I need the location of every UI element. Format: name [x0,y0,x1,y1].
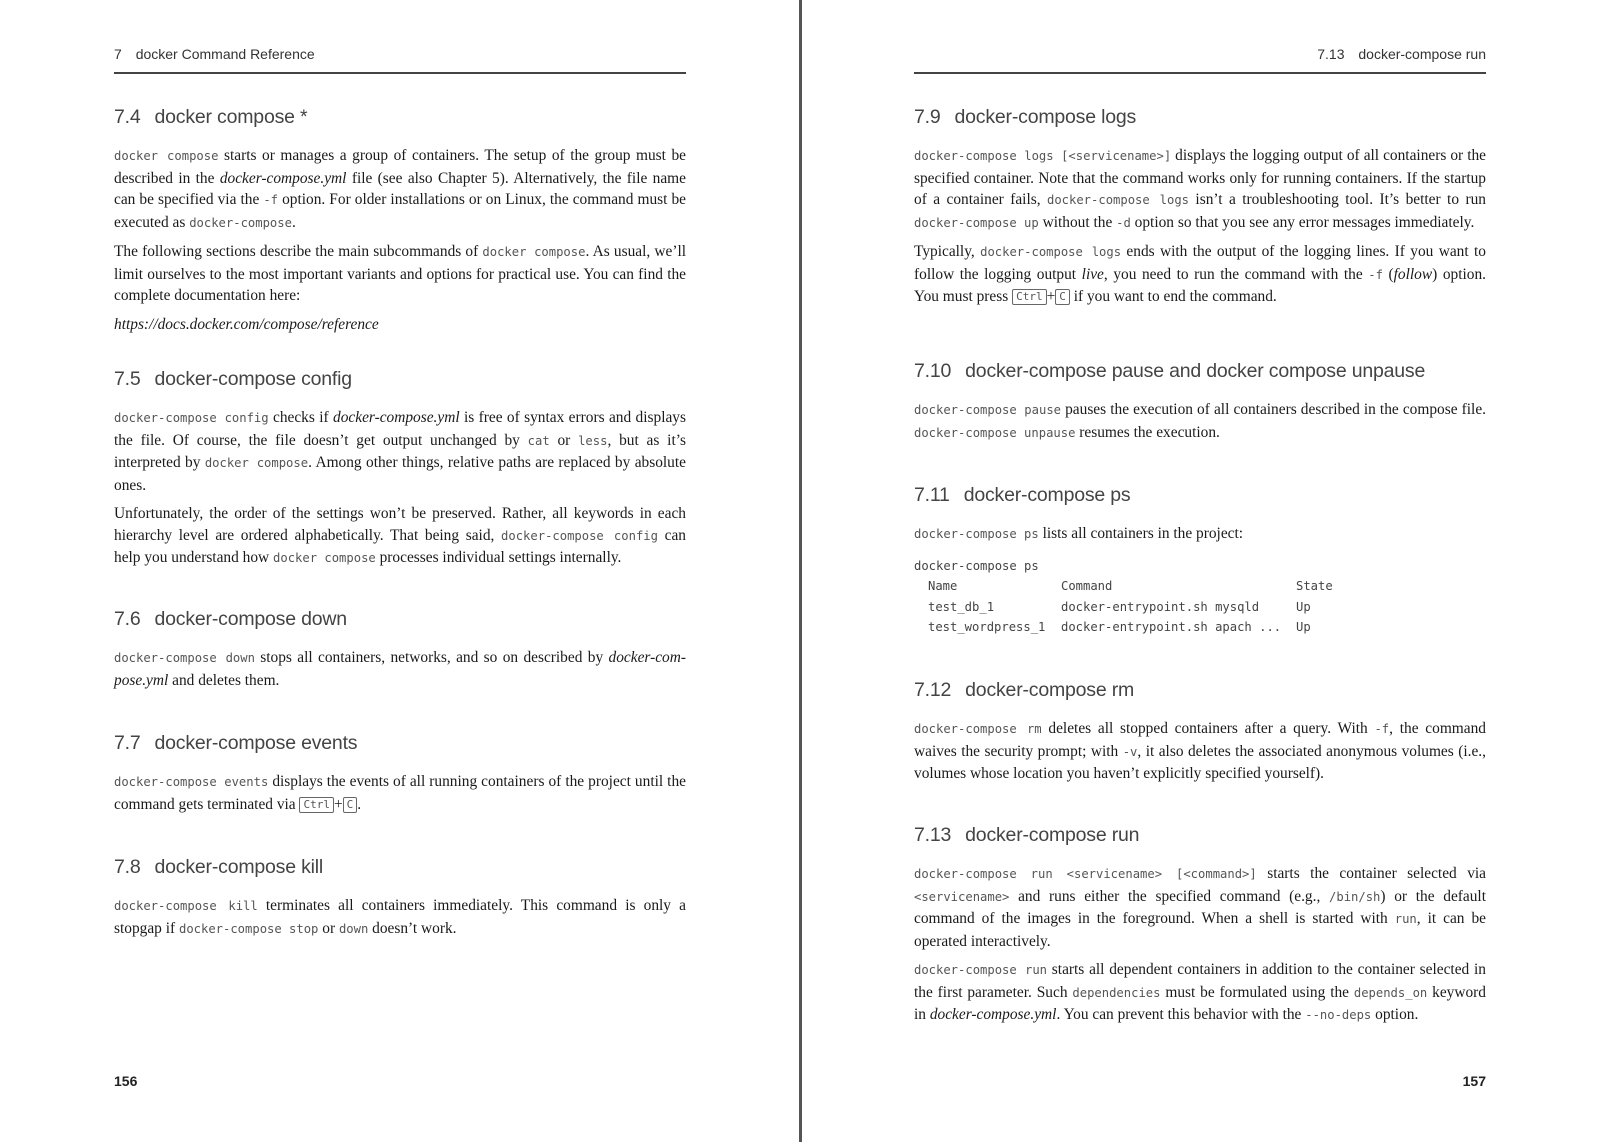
text-span: isn’t a troubleshooting tool. It’s better to run [1189,191,1486,208]
section-7-4 [114,106,686,342]
section-heading [114,368,686,391]
paragraph [114,145,686,234]
text-span: stops all containers, networks, and so on described by [254,649,609,666]
text-span: or [318,919,339,937]
inline-code: docker-compose config [501,528,658,543]
text-span: docker-compose run [965,824,1140,846]
text-span: 7.9 [914,106,941,128]
c-key: C [1055,289,1070,305]
ps-output-table [914,576,1486,638]
paragraph [914,241,1486,308]
section-heading [914,824,1486,847]
text-span: must be formulated using the [1160,983,1354,1001]
text-span: processes individual settings internally. [375,549,622,566]
text-span: + [333,795,343,813]
inline-code: docker-compose rm [914,722,1042,736]
text-span: 7.5 [114,368,141,390]
text-span: ends with the output of the logging lines. If you want to follow the logging output [914,243,1486,283]
emphasis-text: docker-compose.yml [219,169,347,187]
chapter-number: 7 [114,46,122,62]
section-7-13 [914,824,1486,1034]
section-heading [114,608,686,631]
section-heading [114,732,686,755]
text-span: option. [1371,1006,1419,1023]
inline-code: docker-compose logs [980,245,1122,259]
chapter-title: docker Command Reference [135,46,315,62]
text-span: docker-compose pause and docker compose unpause [965,360,1426,382]
table-cell: test_db_1 [928,599,995,614]
paragraph [914,959,1486,1027]
paragraph [114,647,686,691]
inline-code: dependencies [1072,985,1161,1000]
emphasis-text: docker-compose.yml [333,409,460,426]
text-span: displays the events of all running containers of the project until the command gets terminated via [114,773,686,813]
inline-code: docker-compose ps [914,527,1039,541]
paragraph [914,399,1486,444]
running-head-right [914,46,1486,74]
paragraph [914,145,1486,234]
text-span: 7.12 [914,679,952,701]
column-header: Name [928,579,958,593]
text-span: starts the container selected via [1256,865,1486,882]
inline-code: docker-compose pause [914,403,1061,417]
text-span: docker-compose kill [154,856,324,878]
inline-code: docker-compose run [914,963,1048,977]
text-span: . [291,213,296,231]
text-span: displays the logging output of all containers or the specified container. Note that the command works only for running containers. If the startup of a container fails, [914,147,1486,208]
inline-code: docker-compose logs [1047,193,1189,207]
table-cell: Up [1296,599,1311,614]
inline-code: docker compose [482,245,586,259]
documentation-link[interactable]: https://docs.docker.com/compose/reference [114,315,379,333]
paragraph [114,241,686,307]
text-span: 7.7 [114,732,141,754]
inline-code: docker compose [114,149,219,163]
section-7-9 [914,106,1486,315]
table-cell: docker-entrypoint.sh mysqld [1061,599,1260,614]
inline-code: cat [527,433,550,448]
text-span: 7.10 [914,360,952,382]
text-span: 7.13 [914,824,952,846]
section-title: docker-compose run [1358,46,1486,62]
inline-code: docker-compose unpause [914,425,1076,440]
text-span: 7.6 [114,608,141,630]
text-span: lists all containers in the project: [1038,525,1244,542]
inline-code: run [1394,912,1417,926]
text-span: + [1046,288,1056,305]
text-span: Unfortunately, the order of the settings won’t be preserved. Rather, all keywords in each hierarchy level are ordered alphabetically. That being said, [114,505,686,544]
section-heading [114,856,686,879]
section-7-6 [114,608,686,698]
paragraph [114,503,686,570]
inline-code: docker compose [273,551,376,565]
text-span: . You can prevent this behavior with the [1056,1006,1306,1023]
section-7-5 [114,368,686,577]
inline-code: /bin/sh [1329,889,1381,904]
text-span: and runs either the specified command (e.g., [1009,887,1330,905]
inline-code: -v [1122,744,1138,759]
column-header: Command [1061,579,1113,593]
section-heading [914,484,1486,507]
inline-code: docker-compose [189,215,292,230]
ctrl-key: Ctrl [1012,289,1047,305]
inline-code: docker-compose down [114,651,255,665]
text-span: Typically, [914,243,981,260]
inline-code: -f [1374,722,1390,736]
text-span: . [357,795,362,813]
inline-code: depends_on [1353,985,1428,1000]
inline-code: <servicename> [914,889,1010,904]
section-heading [914,106,1486,129]
inline-code: docker-compose logs [<servicename>] [914,149,1172,163]
text-span: starts or manages a group of containers. The setup of the group must be described in the [114,147,687,187]
inline-code: docker compose [204,456,309,470]
text-span: if you want to end the command. [1069,288,1277,305]
section-number: 7.13 [1317,46,1345,62]
inline-code: docker-compose events [114,775,269,789]
text-span: , it also deletes the associated anonymous volumes (i.e., volumes whose location you haven’t explicitly specified yourself). [914,742,1486,782]
text-span: . Among other things, relative paths are replaced by absolute ones. [114,454,686,494]
text-span: 7.8 [114,856,141,878]
text-span: docker compose * [154,106,308,128]
paragraph [114,407,686,496]
text-span: keyword in [914,983,1486,1023]
text-span: , but as it’s interpreted by [114,431,686,471]
text-span: The following sections describe the main subcommands of [114,243,483,260]
text-span: starts all dependent containers in addition to the container selected in the first parameter. Such [914,961,1486,1001]
page-number-left: 156 [114,1073,138,1089]
text-span: , you need to run the command with the [1103,265,1369,283]
inline-code: docker-compose up [914,215,1039,230]
text-span: or [549,431,579,449]
ctrl-key: Ctrl [299,797,334,813]
inline-code: -f [1368,267,1383,282]
text-span: docker-compose ps [963,484,1131,506]
inline-code: docker-compose kill [114,899,258,913]
inline-code: docker-compose config [114,411,269,425]
text-span: docker-compose events [154,732,358,754]
text-span: and deletes them. [168,671,280,689]
code-listing [914,556,1486,638]
paragraph [914,718,1486,785]
emphasis-text: docker-compose.yml [114,649,686,689]
text-span: deletes all stopped containers after a query. With [1041,720,1375,737]
text-span: docker-compose rm [965,679,1135,701]
section-7-12 [914,679,1486,792]
text-span: pauses the execution of all containers described in the compose file. [1061,401,1486,418]
emphasis-text: follow [1393,265,1433,283]
section-7-7 [114,732,686,822]
text-span: checks if [268,409,334,426]
text-span: docker-compose logs [954,106,1137,128]
text-span: without the [1038,213,1117,231]
section-heading [914,679,1486,702]
text-span: option so that you see any error messages immediately. [1130,213,1475,231]
text-span: option. For older installations or on Linux, the command must be executed as [114,191,686,231]
text-span: ) or the default command of the images in the foreground. When a shell is started with [914,887,1486,927]
section-heading [914,360,1486,383]
inline-code: --no-deps [1305,1008,1372,1022]
page-number-right: 157 [1462,1073,1486,1089]
paragraph [914,863,1486,952]
text-span: is free of syntax errors and displays the file. Of course, the file doesn’t get output unchanged by [114,409,686,449]
table-cell: docker-entrypoint.sh apach ... [1061,620,1282,634]
text-span: . As usual, we’ll limit ourselves to the most important variants and options for practical use. You can find the complete documentation here: [114,243,687,304]
inline-code: down [338,921,369,936]
column-header: State [1296,579,1333,593]
inline-code: docker-compose run <servicename> [<command>] [914,867,1257,881]
running-head-left [114,46,686,74]
emphasis-text: live [1081,265,1104,283]
inline-code: -d [1116,215,1131,230]
text-span: ) option. You must press [914,265,1486,305]
text-span: file (see also Chapter 5). Alternatively, the file name can be specified via the [114,169,686,208]
text-span: 7.4 [114,106,141,128]
table-cell: Up [1296,620,1311,634]
text-span: 7.11 [914,484,950,506]
section-7-8 [114,856,686,947]
text-span: docker-compose down [154,608,347,630]
text-span: resumes the execution. [1075,423,1220,441]
text-span: docker-compose config [154,368,352,390]
paragraph [114,895,686,940]
emphasis-text: docker-compose.yml [929,1006,1057,1023]
text-span: can help you understand how [114,526,686,566]
section-heading [114,106,686,129]
section-7-10 [914,360,1486,451]
listing-command: docker-compose ps [914,558,1039,573]
text-span: doesn’t work. [368,919,457,937]
c-key: C [343,797,358,813]
inline-code: docker-compose stop [178,921,319,936]
inline-code: less [578,433,608,448]
inline-code: -f [263,193,279,207]
text-span: ( [1382,265,1394,283]
page-spine-divider [799,0,802,1142]
paragraph [914,523,1486,546]
paragraph [114,771,686,815]
section-7-11 [914,484,1486,638]
text-span: , the command waives the security prompt; with [914,720,1487,760]
text-span: , it can be operated interactively. [914,910,1487,950]
table-cell: test_wordpress_1 [928,620,1046,634]
text-span: terminates all containers immediately. This command is only a stopgap if [114,897,686,937]
